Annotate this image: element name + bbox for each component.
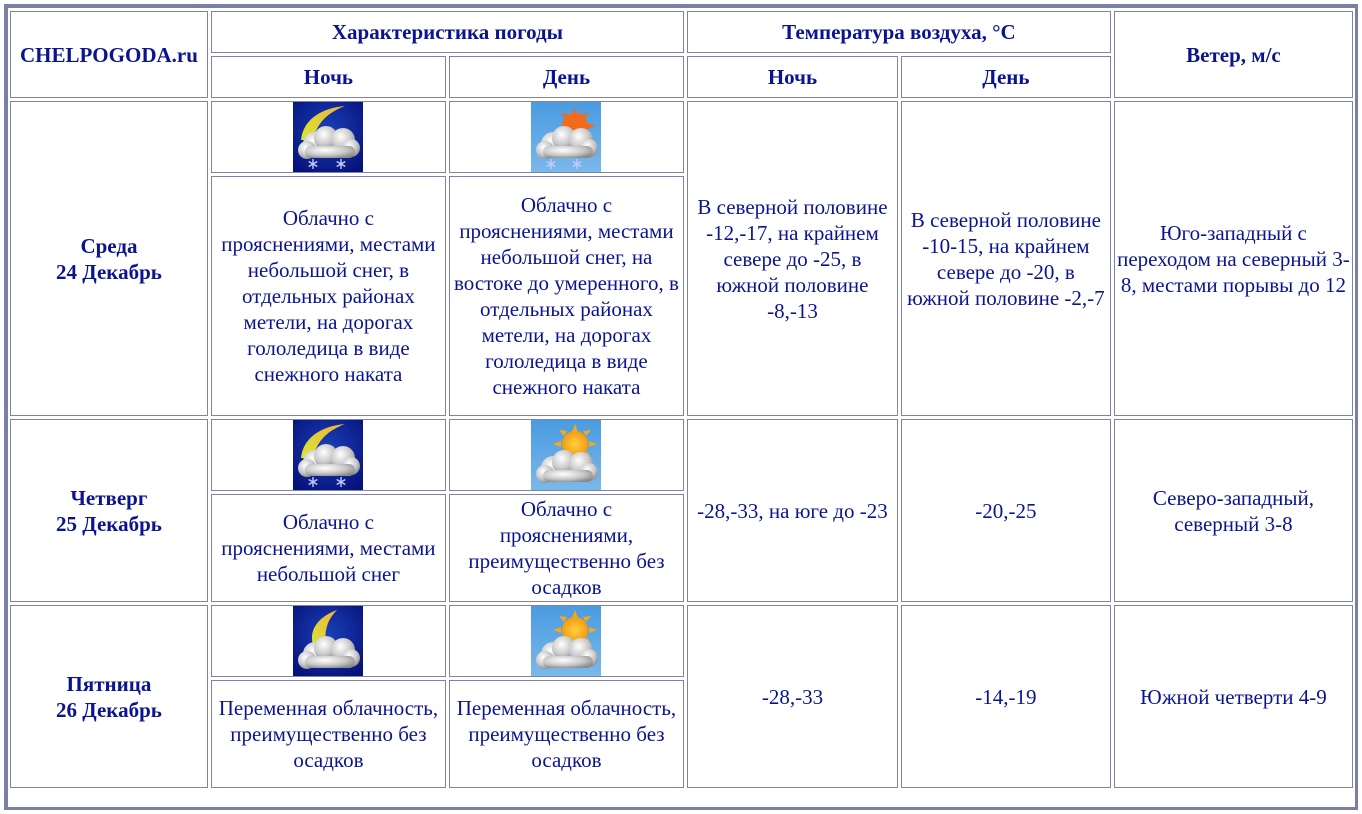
- forecast-row-icons: [10, 101, 1353, 173]
- temp-night: В северной половине -12,-17, на крайнем севере до -25, в южной половине -8,-13: [687, 101, 898, 416]
- weather-day-header: День: [449, 56, 684, 98]
- day-label: [10, 101, 208, 416]
- day-description: Облачно с прояснениями, местами небольшой снег, на востоке до умеренного, в отдельных районах метели, на дорогах гололедица в виде снежного наката: [449, 176, 684, 416]
- forecast-table: [7, 8, 1356, 791]
- day-description: Переменная облачность, преимущественно без осадков: [449, 680, 684, 788]
- date: 24 Декабрь: [56, 259, 162, 284]
- temperature-group-header: Температура воздуха, °С: [687, 11, 1111, 53]
- wind-value: Северо-западный, северный 3-8: [1114, 419, 1353, 602]
- night-icon-cell: [211, 419, 446, 491]
- weather-night-header: Ночь: [211, 56, 446, 98]
- sun-cloud-icon: [531, 606, 601, 676]
- night-icon-cell: [211, 605, 446, 677]
- temp-day: -14,-19: [901, 605, 1111, 788]
- night-description: Облачно с прояснениями, местами небольшой снег, в отдельных районах метели, на дорогах гололедица в виде снежного наката: [211, 176, 446, 416]
- temp-night-header: Ночь: [687, 56, 898, 98]
- temp-night: -28,-33: [687, 605, 898, 788]
- day-label: [10, 419, 208, 602]
- day-icon-cell: [449, 605, 684, 677]
- temp-day: -20,-25: [901, 419, 1111, 602]
- wind-value: Юго-западный с переходом на северный 3-8, местами порывы до 12: [1114, 101, 1353, 416]
- temp-day-header: День: [901, 56, 1111, 98]
- sun-cloud-icon: [531, 420, 601, 490]
- day-icon-cell: [449, 419, 684, 491]
- moon-cloud-snow-icon: [293, 102, 363, 172]
- weather-group-header: Характеристика погоды: [211, 11, 684, 53]
- moon-cloud-snow-icon: [293, 420, 363, 490]
- site-brand: CHELPOGODA.ru: [10, 11, 208, 98]
- forecast-row-icons: [10, 605, 1353, 677]
- temp-night: -28,-33, на юге до -23: [687, 419, 898, 602]
- night-description: Переменная облачность, преимущественно без осадков: [211, 680, 446, 788]
- day-label: [10, 605, 208, 788]
- forecast-frame: [4, 4, 1358, 810]
- day-icon-cell: [449, 101, 684, 173]
- night-description: Облачно с прояснениями, местами небольшой снег: [211, 494, 446, 602]
- wind-value: Южной четверти 4-9: [1114, 605, 1353, 788]
- weekday: Четверг: [70, 485, 148, 510]
- moon-cloud-icon: [293, 606, 363, 676]
- forecast-row-icons: [10, 419, 1353, 491]
- temp-day: В северной половине -10-15, на крайнем севере до -20, в южной половине -2,-7: [901, 101, 1111, 416]
- date: 25 Декабрь: [56, 511, 162, 536]
- sun-cloud-snow-icon: [531, 102, 601, 172]
- day-description: Облачно с прояснениями, преимущественно без осадков: [449, 494, 684, 602]
- date: 26 Декабрь: [56, 697, 162, 722]
- wind-header: Ветер, м/с: [1114, 11, 1353, 98]
- weekday: Среда: [80, 233, 138, 258]
- night-icon-cell: [211, 101, 446, 173]
- weekday: Пятница: [66, 671, 152, 696]
